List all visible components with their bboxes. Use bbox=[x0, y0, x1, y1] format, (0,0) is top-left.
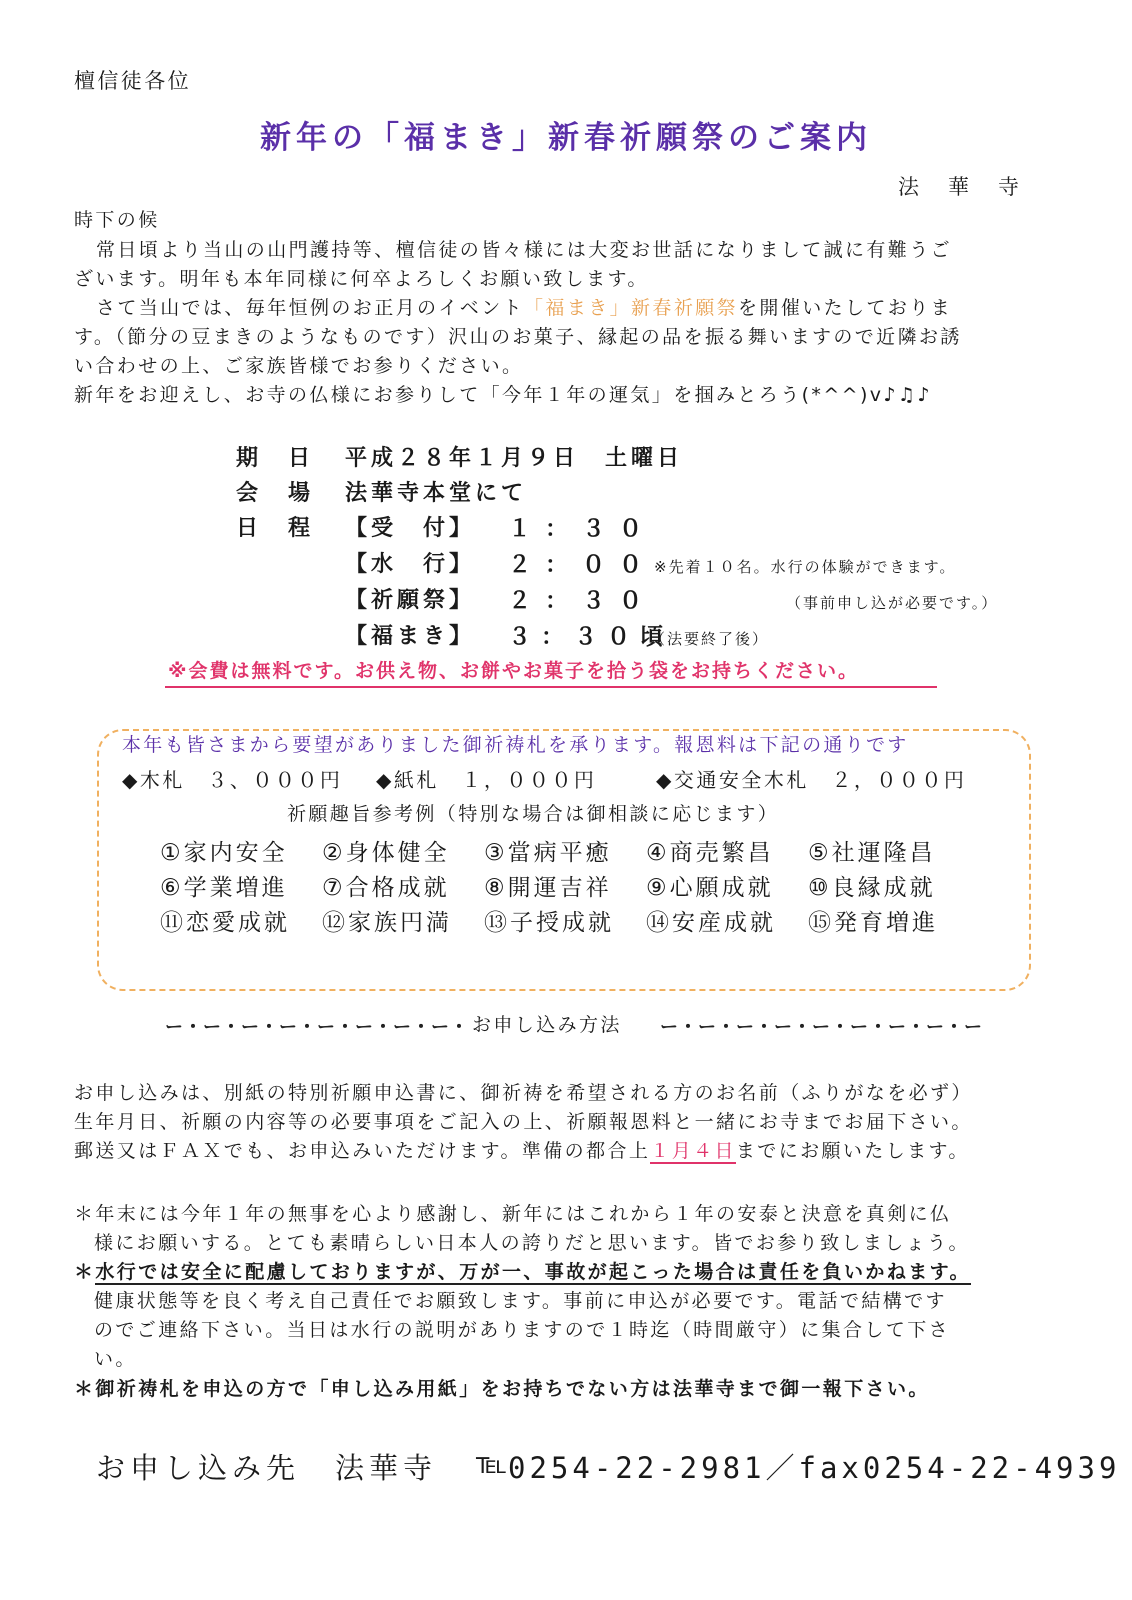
application-line-3 bbox=[74, 1136, 970, 1166]
price-value: ２，０００円 bbox=[831, 768, 967, 792]
wish-item: ⑤社運隆昌 bbox=[808, 840, 936, 866]
note-2-line-3: のでご連絡下さい。当日は水行の説明がありますので１時迄（時間厳守）に集合して下さ bbox=[94, 1319, 951, 1341]
program-item-time: ２：００ bbox=[508, 552, 656, 578]
wish-item: ⑨心願成就 bbox=[646, 875, 774, 901]
program-item-time: １：３０ bbox=[508, 516, 656, 542]
intro-line-1: 常日頃より当山の山門護持等、檀信徒の皆々様には大変お世話になりまして誠に有難うご bbox=[96, 239, 953, 261]
application-heading: お申し込み方法 bbox=[472, 1014, 622, 1036]
wish-item: ⑫家族円満 bbox=[322, 910, 452, 936]
program-item-note: （法要終了後） bbox=[650, 630, 770, 648]
addressee: 檀信徒各位 bbox=[74, 69, 191, 93]
wish-item: ⑩良縁成就 bbox=[808, 875, 936, 901]
wish-item: ⑮発育増進 bbox=[808, 910, 938, 936]
price-item bbox=[376, 764, 596, 793]
phone-icon: ℡ bbox=[476, 1446, 513, 1480]
intro-line-6: 新年をお迎えし、お寺の仏様にお参りして「今年１年の運気」を掴みとろう(*^^)v♪♫♪ bbox=[74, 384, 932, 406]
wish-item: ⑪恋愛成就 bbox=[160, 910, 290, 936]
note-2-line-1 bbox=[74, 1257, 971, 1287]
intro-line-5: い合わせの上、ご家族皆様でお参りください。 bbox=[74, 355, 524, 377]
application-line-2: 生年月日、祈願の内容等の必要事項をご記入の上、祈願報恩料と一緒にお寺までお届下さい。 bbox=[74, 1111, 973, 1133]
divider-left: ー・ー・ー・ー・ー・ー・ー・ー・ bbox=[165, 1017, 469, 1038]
wish-item: ②身体健全 bbox=[322, 840, 450, 866]
intro-line-3 bbox=[96, 293, 952, 323]
price-value: ３、０００円 bbox=[207, 768, 343, 792]
wish-item: ④商売繁昌 bbox=[646, 840, 774, 866]
footer-temple: 法華寺 bbox=[335, 1451, 438, 1485]
wish-item: ③當病平癒 bbox=[484, 840, 612, 866]
footer-label: お申し込み先 bbox=[96, 1451, 301, 1485]
date-label: 期 日 bbox=[236, 446, 315, 471]
intro-line-4: す。（節分の豆まきのようなものです）沢山のお菓子、縁起の品を振る舞いますので近隣お誘 bbox=[74, 326, 962, 348]
program-label: 日 程 bbox=[236, 516, 315, 541]
intro-line-3-a: さて当山では、毎年恒例のお正月のイベント bbox=[96, 297, 525, 319]
price-label: ◆紙札 bbox=[376, 768, 439, 792]
application-line-3-a: 郵送又はＦＡＸでも、お申込みいただけます。準備の都合上 bbox=[74, 1140, 651, 1162]
program-item-time: ２：３０ bbox=[508, 588, 656, 614]
date-value: 平成２８年１月９日 土曜日 bbox=[345, 446, 684, 471]
program-item-label: 【福まき】 bbox=[345, 624, 476, 649]
wish-item: ⑭安産成就 bbox=[646, 910, 776, 936]
divider-right: ー・ー・ー・ー・ー・ー・ー・ー・ー bbox=[660, 1017, 983, 1038]
note-2-line-4: い。 bbox=[94, 1348, 137, 1370]
price-item bbox=[656, 764, 966, 793]
examples-heading: 祈願趣旨参考例（特別な場合は御相談に応じます） bbox=[287, 803, 780, 825]
greeting: 時下の候 bbox=[74, 209, 160, 231]
wish-item: ⑥学業増進 bbox=[160, 875, 288, 901]
wish-item: ⑬子授成就 bbox=[484, 910, 614, 936]
note-3: ＊御祈祷札を申込の方で「申し込み用紙」をお持ちでない方は法華寺まで御一報下さい。 bbox=[74, 1378, 930, 1400]
application-line-1: お申し込みは、別紙の特別祈願申込書に、御祈祷を希望される方のお名前（ふりがなを必ず） bbox=[74, 1082, 973, 1104]
price-item bbox=[122, 764, 342, 793]
fee-note-underline bbox=[165, 686, 937, 688]
price-label: ◆木札 bbox=[122, 768, 185, 792]
wish-item: ①家内安全 bbox=[160, 840, 288, 866]
note-1-line-1: ＊年末には今年１年の無事を心より感謝し、新年にはこれから１年の安泰と決意を真剣に仏 bbox=[74, 1203, 952, 1225]
application-line-3-b: までにお願いたします。 bbox=[735, 1140, 970, 1162]
deadline-highlight: １月４日 bbox=[650, 1140, 736, 1162]
intro-line-3-b: を開催いたしておりま bbox=[738, 297, 953, 319]
event-name-highlight: 「福まき」新春祈願祭 bbox=[524, 297, 739, 319]
venue-value: 法華寺本堂にて bbox=[345, 481, 528, 506]
page-title: 新年の「福まき」新春祈願祭のご案内 bbox=[260, 120, 872, 156]
program-item-note: ※先着１０名。水行の体験ができます。 bbox=[654, 558, 957, 576]
program-item-time: ３：３０頃 bbox=[508, 624, 673, 650]
program-item-label: 【水 行】 bbox=[345, 552, 476, 577]
wish-item: ⑧開運吉祥 bbox=[484, 875, 612, 901]
wish-item: ⑦合格成就 bbox=[322, 875, 450, 901]
intro-line-2: ざいます。明年も本年同様に何卒よろしくお願い致します。 bbox=[74, 268, 649, 290]
talisman-heading: 本年も皆さまから要望がありました御祈祷札を承ります。報恩料は下記の通りです bbox=[122, 734, 909, 756]
program-item-note: （事前申し込が必要です。） bbox=[786, 594, 999, 612]
program-item-label: 【祈願祭】 bbox=[345, 588, 476, 613]
sender-name: 法 華 寺 bbox=[898, 175, 1023, 199]
note-2-line-2: 健康状態等を良く考え自己責任でお願致します。事前に申込が必要です。電話で結構です bbox=[94, 1290, 947, 1312]
venue-label: 会 場 bbox=[236, 481, 315, 506]
note-2-mark: ＊ bbox=[74, 1261, 96, 1283]
program-item-label: 【受 付】 bbox=[345, 516, 476, 541]
footer-contact: 0254-22-2981／fax0254-22-4939 bbox=[508, 1451, 1121, 1485]
price-label: ◆交通安全木札 bbox=[656, 768, 809, 792]
fee-note: ※会費は無料です。お供え物、お餅やお菓子を拾う袋をお持ちください。 bbox=[168, 660, 859, 682]
price-value: １，０００円 bbox=[461, 768, 597, 792]
note-1-line-2: 様にお願いする。とても素晴らしい日本人の誇りだと思います。皆でお参り致しましょう。 bbox=[94, 1232, 970, 1254]
note-2-bold-text: 水行では安全に配慮しておりますが、万が一、事故が起こった場合は責任を負いかねます。 bbox=[95, 1261, 971, 1283]
